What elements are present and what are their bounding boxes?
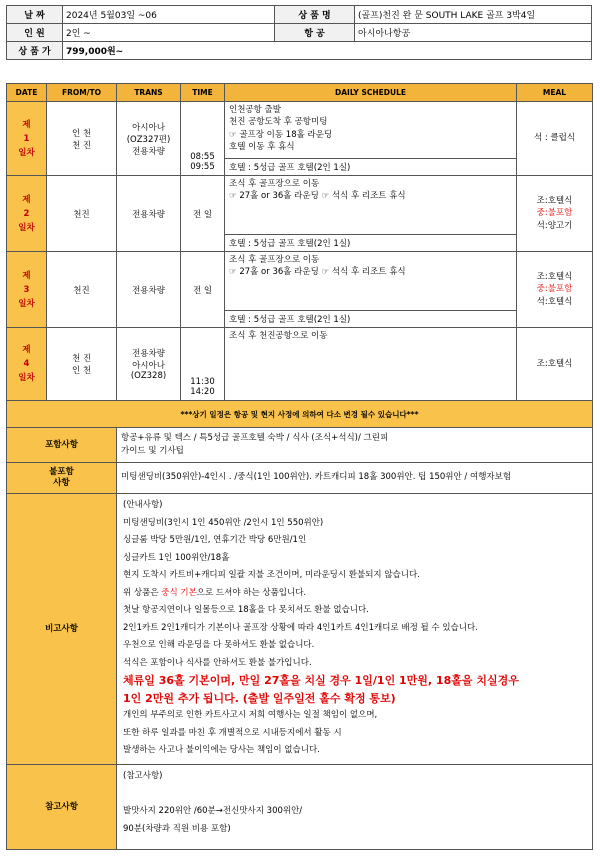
schedule-line: 천진 공항도착 후 공항미팅: [229, 117, 328, 128]
col-from-to: FROM/TO: [47, 84, 117, 102]
date-label: 날 짜: [7, 6, 63, 24]
hotel-info: 호텔 : 5성급 골프 호텔(2인 1실): [225, 159, 517, 176]
remark-line: 2인1카트 2인1캐디가 기본이나 골프장 상황에 따라 4인1카트 4인1캐디로 배정 될 수 있습니다.: [123, 622, 478, 633]
day-label-line: 일차: [18, 147, 35, 158]
date-value: 2024년 5월03일 ~06: [63, 6, 275, 24]
from-to-line: 천진: [73, 209, 90, 220]
time-line: 전 일: [192, 209, 213, 220]
remark-line: 싱글카트 1인 100위안/18홀: [123, 552, 230, 563]
time-line: 08:55: [190, 152, 215, 162]
exclude-row: [7, 463, 593, 494]
schedule-line: ☞ 골프장 이동 18홀 라운딩: [229, 129, 333, 140]
remark-line: 현지 도착시 카트비+캐디피 일괄 지불 조건이며, 미라운딩시 환불되지 않습니다.: [123, 570, 420, 580]
meal-line: 석:양고기: [536, 220, 573, 231]
day-label-line: 제: [22, 119, 31, 130]
remark-text: [117, 494, 593, 765]
price-value: 799,000원~: [63, 42, 592, 60]
reference-line: [123, 786, 586, 804]
schedule-line: 호텔 이동 후 휴식: [229, 142, 295, 153]
schedule-cell: [225, 176, 517, 235]
include-line: 항공+유류 및 텍스 / 특5성급 골프호텔 숙박 / 식사 (조식+석식)/ 그린피: [121, 432, 389, 443]
meal-line: 석 : 클럽식: [533, 133, 576, 144]
remark-line: 1인 2만원 추가 됩니다. (출발 일주일전 홀수 확정 통보): [123, 691, 396, 705]
day-label: [7, 176, 47, 252]
schedule-line: 조식 후 골프장으로 이동: [229, 255, 320, 265]
day-label-line: 3: [23, 284, 30, 295]
time-cell: [181, 176, 225, 252]
reference-line: 90분(차량과 직원 비용 포함): [123, 823, 231, 834]
remark-line: 첫날 항공지연이나 일몰등으로 18홀을 다 못치셔도 환불 없습니다.: [123, 605, 369, 615]
trans-line: 아시아나: [132, 361, 165, 371]
exclude-text: 미팅샌딩비(350위안)-4인시 . /중식(1인 100위안). 카트캐디피 18홀 300위안. 팁 150위안 / 여행자보험: [117, 463, 593, 494]
meal-cell: [517, 328, 593, 401]
notice-text: ***상기 일정은 항공 및 현지 사정에 의하여 다소 변경 될수 있습니다***: [7, 401, 593, 428]
from-to-line: 천 진: [71, 354, 92, 364]
meal-line: 석:호텔식: [536, 296, 573, 307]
col-meal: MEAL: [517, 84, 593, 102]
time-line: 전 일: [192, 285, 213, 296]
time-line: 11:30: [190, 377, 215, 387]
meal-line: 조:호텔식: [536, 271, 573, 282]
column-header-row: [7, 84, 593, 102]
hotel-info: 호텔 : 5성급 골프 호텔(2인 1실): [225, 235, 517, 252]
lunch-included-highlight: 중식 기본: [161, 587, 197, 598]
schedule-line: ☞ 27홀 or 36홀 라운딩 ☞ 석식 후 리조트 휴식: [229, 267, 406, 278]
col-time: TIME: [181, 84, 225, 102]
remark-line: 미팅샌딩비(3인시 1인 450위안 /2인시 1인 550위안): [123, 517, 324, 528]
schedule-line: 조식 후 천진공항으로 이동: [229, 331, 328, 341]
from-to-line: 천진: [73, 285, 90, 296]
time-cell: [181, 328, 225, 401]
day-row: [7, 252, 593, 311]
day-label-line: 2: [23, 208, 30, 219]
schedule-line: 조식 후 골프장으로 이동: [229, 179, 320, 189]
trans-line: 전용차량: [132, 349, 165, 359]
trans-cell: [117, 252, 181, 328]
trans-line: 전용차량: [132, 146, 165, 157]
exclude-label: 불포함 사항: [7, 463, 117, 494]
schedule-line: ☞ 27홀 or 36홀 라운딩 ☞ 석식 후 리조트 휴식: [229, 191, 406, 202]
people-value: 2인 ~: [63, 24, 275, 42]
meal-line: 조:호텔식: [536, 195, 573, 206]
col-date: DATE: [7, 84, 47, 102]
from-to-line: 인 천: [71, 366, 92, 376]
day-label-line: 1: [23, 133, 30, 144]
col-trans: TRANS: [117, 84, 181, 102]
airline-label: 항 공: [275, 24, 355, 42]
people-label: 인 원: [7, 24, 63, 42]
col-daily-schedule: DAILY SCHEDULE: [225, 84, 517, 102]
remark-text-part: 위 상품은: [123, 587, 162, 598]
day-label-line: 제: [22, 345, 31, 355]
remark-label: 비고사항: [7, 494, 117, 765]
airline-value: 아시아나항공: [355, 24, 592, 42]
day-label: [7, 102, 47, 176]
from-to-cell: [47, 176, 117, 252]
time-cell: [181, 252, 225, 328]
remark-line: 발생하는 사고나 불이익에는 당사는 책임이 없습니다.: [123, 745, 320, 755]
remark-line: [123, 585, 586, 603]
from-to-cell: [47, 102, 117, 176]
meal-line: 중:불포함: [536, 208, 573, 219]
from-to-line: 천 진: [71, 140, 92, 151]
trans-line: 전용차량: [132, 285, 165, 296]
product-label: 상 품 명: [275, 6, 355, 24]
header-table: [6, 5, 592, 60]
meal-cell: [517, 102, 593, 176]
time-cell: [181, 102, 225, 176]
remark-text-part: 으로 드셔야 하는 상품입니다.: [196, 587, 307, 598]
time-line: 09:55: [190, 162, 215, 172]
day-label-line: 제: [22, 194, 31, 205]
day-label-line: 일차: [18, 222, 35, 233]
from-to-cell: [47, 328, 117, 401]
day-label-line: 4: [23, 359, 30, 369]
include-row: [7, 428, 593, 463]
remark-line: (안내사항): [123, 500, 163, 510]
include-line: 가이드 및 기사팁: [121, 446, 184, 456]
product-value: (골프)천진 완 문 SOUTH LAKE 골프 3박4일: [355, 6, 592, 24]
remark-line: 또한 하루 일과를 마친 후 개별적으로 시내등지에서 활동 시: [123, 727, 342, 738]
reference-text: [117, 765, 593, 850]
meal-cell: [517, 176, 593, 252]
day-label-line: 제: [22, 270, 31, 281]
schedule-line: 인천공항 출발: [229, 105, 281, 115]
from-to-line: 인 천: [71, 128, 92, 139]
notice-row: [7, 401, 593, 428]
trans-cell: [117, 328, 181, 401]
remark-row: [7, 494, 593, 765]
day-row: [7, 102, 593, 159]
time-line: 14:20: [190, 387, 215, 397]
remark-line: 개인의 부주의로 인한 카트사고시 저희 여행사는 일절 책임이 없으며,: [123, 710, 378, 720]
remark-line: 체류일 36홀 기본이며, 만일 27홀을 치실 경우 1일/1인 1만원, 18홀을 치실경우: [123, 674, 519, 687]
from-to-cell: [47, 252, 117, 328]
remark-line: 석식은 포함이나 식사를 안하셔도 환불 불가입니다.: [123, 657, 312, 668]
trans-cell: [117, 176, 181, 252]
remark-line: 우천으로 인해 라운딩을 다 못하셔도 환불 없습니다.: [123, 640, 315, 650]
reference-line: 발맛사지 220위안 /60분→전신맛사지 300위안/: [123, 806, 303, 816]
schedule-table: [6, 83, 593, 850]
day-row: [7, 328, 593, 401]
trans-line: (OZ328): [130, 371, 167, 381]
trans-line: 전용차량: [132, 209, 165, 220]
trans-cell: [117, 102, 181, 176]
price-label: 상 품 가: [7, 42, 63, 60]
schedule-cell: [225, 252, 517, 311]
include-label: 포함사항: [7, 428, 117, 463]
meal-line: 중:불포함: [536, 284, 573, 295]
schedule-cell: [225, 328, 517, 401]
day-label: [7, 252, 47, 328]
remark-line: 싱글룸 박당 5만원/1인, 연휴기간 박당 6만원/1인: [123, 535, 307, 545]
include-text: [117, 428, 593, 463]
trans-line: 아시아나: [132, 122, 165, 133]
trans-line: (OZ327편): [126, 134, 171, 145]
reference-row: [7, 765, 593, 850]
day-label-line: 일차: [18, 298, 35, 309]
day-label: [7, 328, 47, 401]
reference-label: 참고사항: [7, 765, 117, 850]
reference-line: (참고사항): [123, 771, 163, 781]
meal-line: 조:호텔식: [536, 358, 573, 369]
schedule-cell: [225, 102, 517, 159]
day-row: [7, 176, 593, 235]
hotel-info: 호텔 : 5성급 골프 호텔(2인 1실): [225, 311, 517, 328]
day-label-line: 일차: [18, 373, 35, 383]
meal-cell: [517, 252, 593, 328]
